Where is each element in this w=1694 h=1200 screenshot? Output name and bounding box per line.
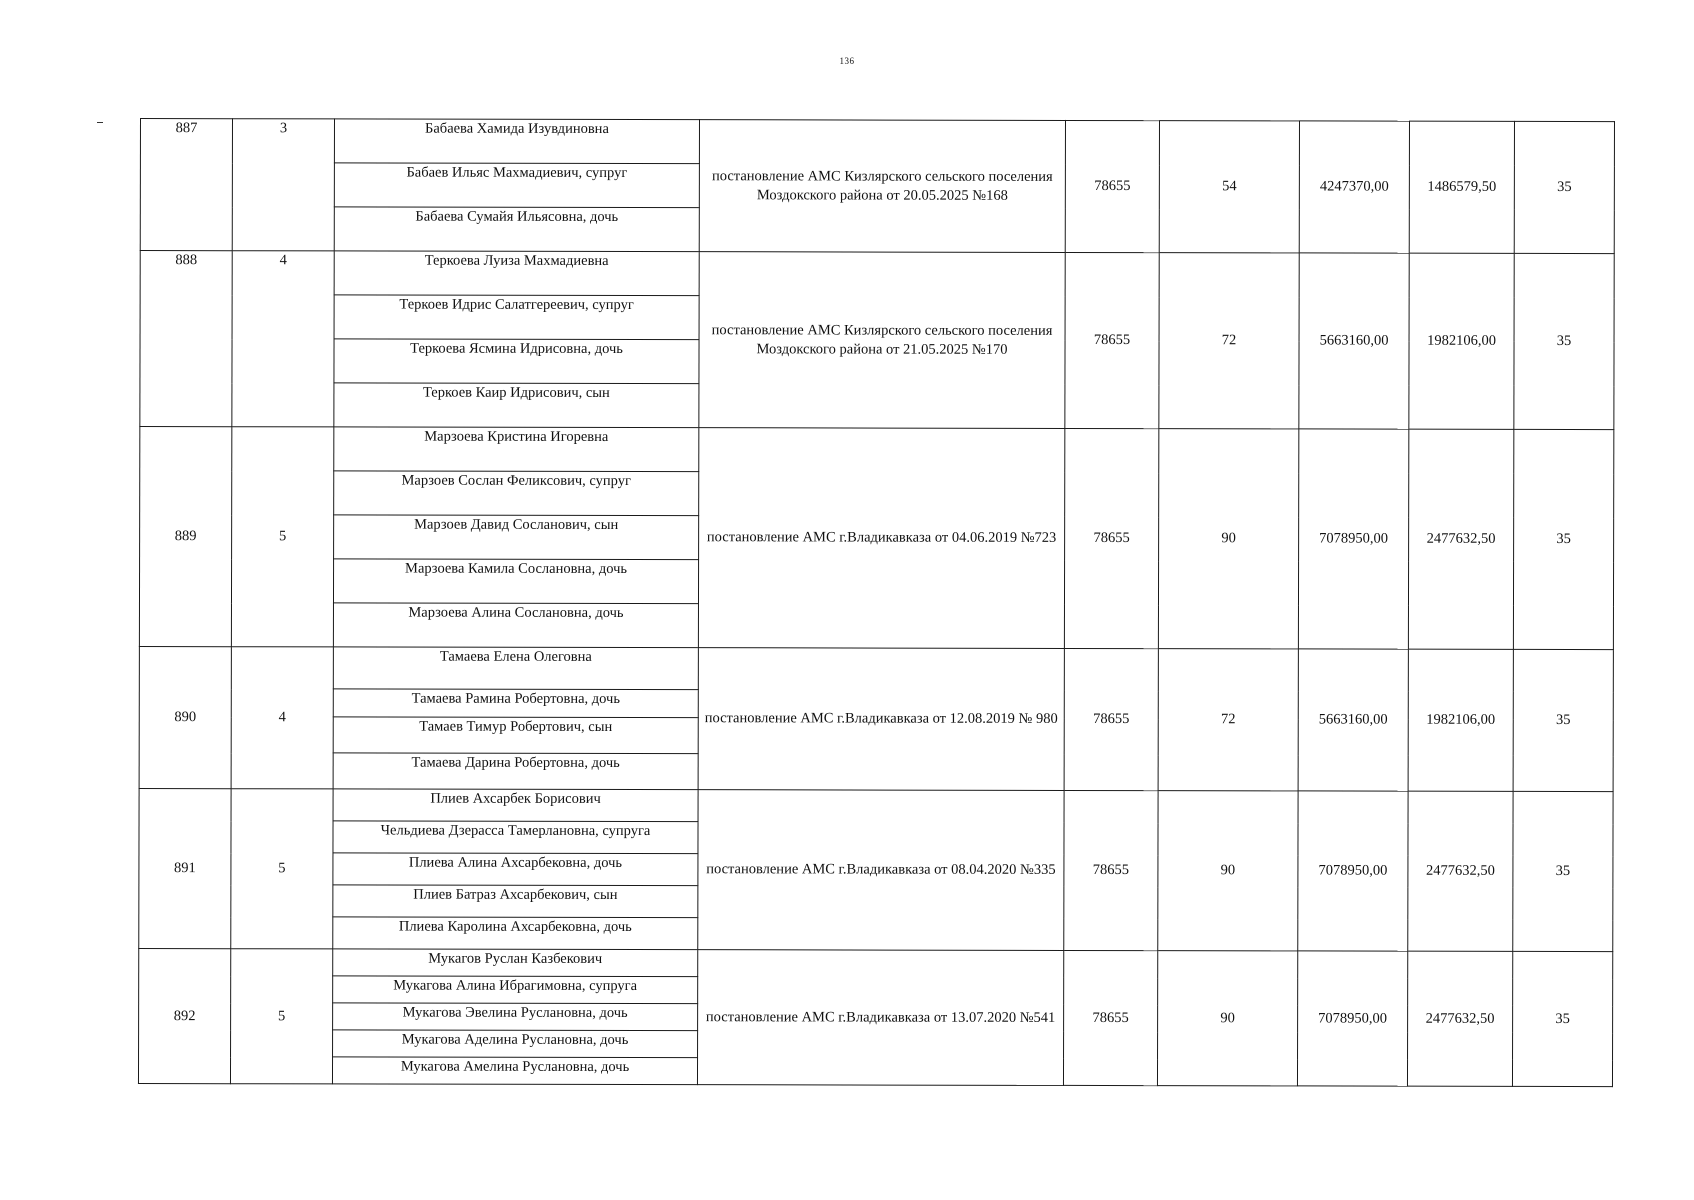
family-member-name: Тамаев Тимур Робертович, сын	[333, 717, 698, 754]
subsidy-percent: 35	[1513, 791, 1613, 951]
total-cost: 4247370,00	[1299, 121, 1409, 253]
total-cost: 5663160,00	[1298, 649, 1408, 791]
family-member-name: Мукагова Эвелина Руслановна, дочь	[333, 1003, 698, 1031]
price-code: 78655	[1065, 120, 1159, 252]
family-member-name: Мукагов Руслан Казбекович	[333, 949, 698, 977]
subsidy-amount: 1486579,50	[1409, 121, 1514, 253]
decree-reference: постановление АМС Кизлярского сельского поселения Моздокского района от 20.05.2025 №168	[699, 120, 1065, 253]
family-member-name: Мукагова Амелина Руслановна, дочь	[332, 1057, 697, 1085]
family-member-name: Теркоев Идрис Салатгереевич, супруг	[334, 295, 699, 340]
price-code: 78655	[1065, 252, 1159, 428]
housing-area: 72	[1159, 253, 1299, 429]
family-member-name: Теркоева Ясмина Идрисовна, дочь	[334, 339, 699, 384]
family-member-name: Теркоева Луиза Махмадиевна	[334, 251, 699, 296]
subsidy-amount: 2477632,50	[1408, 429, 1513, 649]
family-number: 891	[139, 788, 231, 948]
family-number: 888	[140, 251, 232, 427]
subsidy-percent: 35	[1512, 951, 1612, 1086]
family-size: 4	[231, 647, 333, 789]
family-member-name: Марзоева Алина Сослановна, дочь	[333, 603, 698, 648]
family-member-name: Плиева Алина Ахсарбековна, дочь	[333, 853, 698, 886]
family-size: 3	[232, 119, 334, 251]
subsidy-percent: 35	[1514, 253, 1614, 429]
housing-area: 90	[1158, 429, 1298, 649]
subsidy-percent: 35	[1513, 429, 1613, 649]
table-row	[139, 646, 1613, 691]
family-member-name: Тамаева Рамина Робертовна, дочь	[333, 689, 698, 718]
decree-reference: постановление АМС г.Владикавказа от 12.08.2019 № 980	[698, 648, 1064, 791]
family-member-name: Мукагова Алина Ибрагимовна, супруга	[333, 976, 698, 1004]
family-member-name: Плиева Каролина Ахсарбековна, дочь	[333, 917, 698, 950]
price-code: 78655	[1064, 428, 1158, 648]
price-code: 78655	[1064, 648, 1158, 790]
table-row	[139, 948, 1613, 978]
total-cost: 7078950,00	[1298, 791, 1408, 951]
housing-area: 90	[1157, 951, 1297, 1086]
registry-body	[138, 119, 1614, 1087]
subsidy-amount: 1982106,00	[1409, 253, 1514, 429]
family-member-name: Бабаева Хамида Изувдиновна	[334, 119, 699, 164]
table-row	[140, 427, 1614, 474]
total-cost: 7078950,00	[1297, 951, 1407, 1086]
family-number: 887	[140, 119, 232, 251]
family-member-name: Марзоева Камила Сослановна, дочь	[333, 559, 698, 604]
total-cost: 7078950,00	[1298, 429, 1408, 649]
total-cost: 5663160,00	[1299, 253, 1409, 429]
table-row	[140, 119, 1614, 166]
family-member-name: Теркоев Каир Идрисович, сын	[334, 383, 699, 428]
family-member-name: Мукагова Аделина Руслановна, дочь	[333, 1030, 698, 1058]
table-row	[140, 251, 1614, 298]
subsidy-amount: 2477632,50	[1408, 791, 1513, 951]
family-member-name: Марзоева Кристина Игоревна	[334, 427, 699, 472]
decree-reference: постановление АМС Кизлярского сельского поселения Моздокского района от 21.05.2025 №170	[699, 252, 1065, 429]
housing-area: 72	[1158, 649, 1298, 791]
page-number: 136	[839, 56, 855, 66]
family-member-name: Бабаев Ильяс Махмадиевич, супруг	[334, 163, 699, 208]
family-member-name: Чельдиева Дзерасса Тамерлановна, супруга	[333, 821, 698, 854]
family-member-name: Тамаева Елена Олеговна	[333, 647, 698, 690]
family-member-name: Бабаева Сумайя Ильясовна, дочь	[334, 207, 699, 252]
subsidy-percent: 35	[1514, 121, 1614, 253]
decree-reference: постановление АМС г.Владикавказа от 13.07.2020 №541	[697, 950, 1063, 1086]
family-member-name: Марзоев Сослан Феликсович, супруг	[334, 471, 699, 516]
family-size: 5	[230, 949, 332, 1084]
family-number: 890	[139, 646, 231, 788]
family-member-name: Плиев Батраз Ахсарбекович, сын	[333, 885, 698, 918]
subsidy-amount: 1982106,00	[1408, 649, 1513, 791]
table-row	[139, 788, 1613, 823]
subsidy-percent: 35	[1513, 649, 1613, 791]
housing-area: 90	[1158, 791, 1298, 951]
family-member-name: Марзоев Давид Сосланович, сын	[334, 515, 699, 560]
housing-area: 54	[1159, 121, 1299, 253]
decree-reference: постановление АМС г.Владикавказа от 08.04.2020 №335	[698, 790, 1064, 951]
registry-table	[138, 118, 1615, 1087]
family-number: 889	[139, 427, 231, 647]
family-size: 4	[232, 251, 334, 427]
family-member-name: Плиев Ахсарбек Борисович	[333, 789, 698, 822]
family-number: 892	[138, 948, 230, 1083]
family-size: 5	[231, 427, 333, 647]
subsidy-amount: 2477632,50	[1407, 951, 1512, 1086]
price-code: 78655	[1064, 790, 1158, 950]
scan-artifact	[97, 122, 103, 123]
family-size: 5	[231, 789, 333, 949]
registry-table-wrapper	[138, 118, 1614, 1087]
price-code: 78655	[1063, 950, 1157, 1085]
decree-reference: постановление АМС г.Владикавказа от 04.06.2019 №723	[698, 428, 1064, 649]
family-member-name: Тамаева Дарина Робертовна, дочь	[333, 753, 698, 790]
